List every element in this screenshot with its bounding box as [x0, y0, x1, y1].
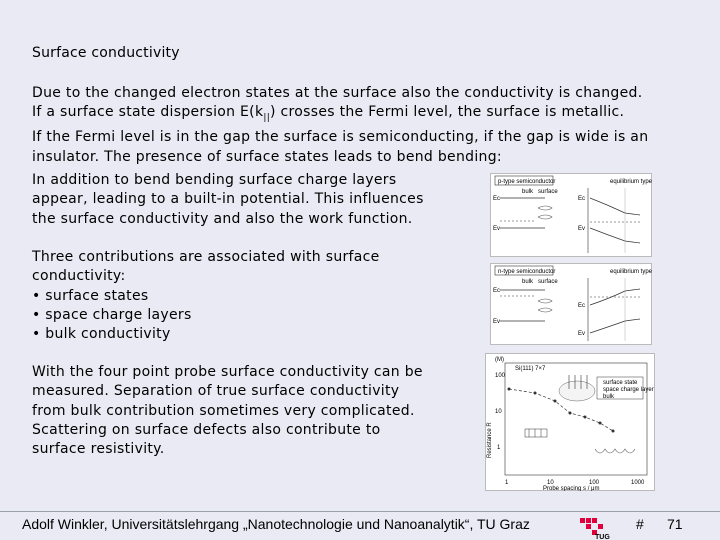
contrib-bullet-1: • surface states	[32, 287, 149, 304]
fpp-line-2: measured. Separation of true surface conductivity	[32, 383, 400, 400]
ntype-ev: Ev	[493, 319, 501, 325]
resistance-y-label: Resistance R	[487, 422, 493, 458]
x-tick-1: 1	[505, 480, 509, 486]
y-tick-10: 10	[495, 409, 502, 415]
ptype-bulk-label: bulk	[522, 189, 534, 195]
resistance-unit: (M)	[495, 357, 504, 363]
contrib-line-1: Three contributions are associated with surface	[32, 249, 380, 265]
intro-paragraph	[32, 84, 648, 167]
p-type-band-figure	[490, 173, 652, 257]
legend-bulk: bulk	[603, 394, 615, 400]
charge-layer-paragraph	[32, 171, 424, 229]
resistance-si-label: Si(111) 7×7	[515, 366, 546, 372]
ntype-surface-label: surface	[538, 279, 558, 285]
logo-text: TUG	[595, 534, 610, 540]
fpp-line-4: Scattering on surface defects also contribute to	[32, 421, 381, 438]
fpp-line-5: surface resistivity.	[32, 441, 165, 458]
ptype-equilibrium-label: equilibrium type	[610, 179, 652, 185]
fpp-line-3: from bulk contribution sometimes very complicated.	[32, 402, 415, 419]
x-tick-100: 100	[589, 480, 600, 486]
intro-line-3: If the Fermi level is in the gap the surface is semiconducting, if the gap is wide is an	[32, 129, 649, 146]
intro-line-1: Due to the changed electron states at the surface also the conductivity is changed.	[32, 85, 643, 101]
contributions-paragraph	[32, 248, 380, 344]
ptype-ev-right: Ev	[578, 226, 586, 232]
ntype-bulk-label: bulk	[522, 279, 534, 285]
y-tick-1: 1	[497, 445, 501, 451]
resistance-x-label: Probe spacing s / μm	[543, 486, 600, 491]
ptype-label: p-type semiconductor	[498, 179, 556, 185]
n-type-band-figure	[490, 263, 652, 345]
ptype-ev: Ev	[493, 226, 501, 232]
intro-line-4: insulator. The presence of surface states leads to bend bending:	[32, 148, 502, 165]
footer-hash: #	[636, 516, 644, 532]
charge-line-3: the surface conductivity and also the work function.	[32, 210, 413, 227]
contrib-bullet-2: • space charge layers	[32, 306, 192, 323]
ntype-label: n-type semiconductor	[498, 269, 556, 275]
x-tick-10: 10	[547, 480, 554, 486]
x-tick-1000: 1000	[631, 480, 645, 486]
ptype-surface-label: surface	[538, 189, 558, 195]
resistance-figure	[485, 353, 655, 491]
intro-line-2: If a surface state dispersion $E(k_{||})$ crosses the Fermi level, the surface is metallic.	[32, 104, 625, 124]
contrib-line-2: conductivity:	[32, 268, 126, 285]
charge-line-1: In addition to bend bending surface charge layers	[32, 172, 397, 188]
ntype-ec: Ec	[493, 288, 501, 294]
tu-graz-logo	[578, 515, 612, 540]
ntype-ec-right: Ec	[578, 303, 586, 309]
contrib-bullet-3: • bulk conductivity	[32, 326, 171, 343]
ntype-equilibrium-label: equilibrium type	[610, 269, 652, 275]
ntype-ev-right: Ev	[578, 331, 586, 337]
legend-space-charge: space charge layer	[603, 387, 654, 393]
charge-line-2: appear, leading to a built-in potential. This influences	[32, 191, 424, 208]
y-tick-100: 100	[495, 373, 506, 379]
footer-author: Adolf Winkler, Universitätslehrgang „Nanotechnologie und Nanoanalytik“, TU Graz	[22, 516, 530, 532]
ptype-ec: Ec	[493, 196, 501, 202]
legend-surface-state: surface state	[603, 380, 638, 386]
page-number: 71	[667, 516, 683, 532]
ptype-ec-right: Ec	[578, 196, 586, 202]
fpp-line-1: With the four point probe surface conductivity can be	[32, 364, 423, 380]
slide-title: Surface conductivity	[32, 45, 180, 61]
footer-divider	[0, 511, 720, 512]
four-point-paragraph	[32, 363, 423, 459]
